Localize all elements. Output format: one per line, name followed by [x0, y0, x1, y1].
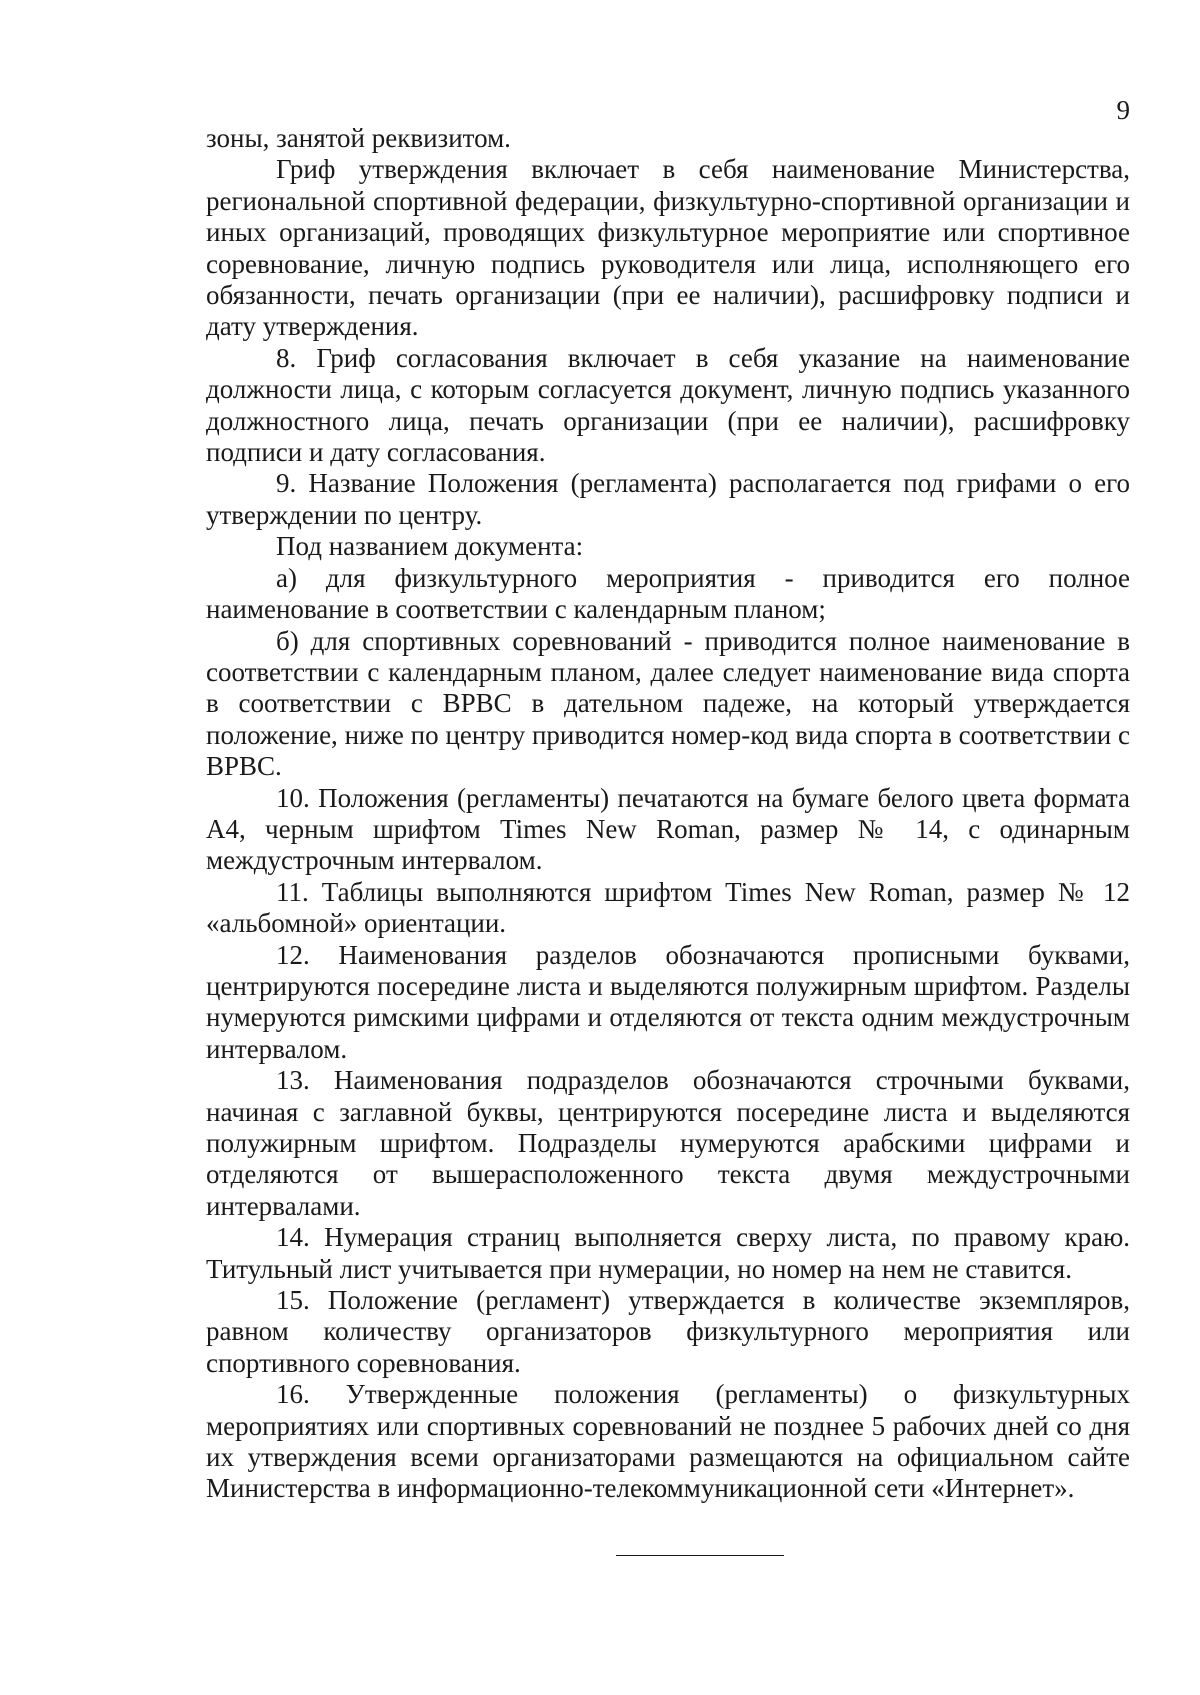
paragraph-item-11: 11. Таблицы выполняются шрифтом Times New Roman, размер № 12 «альбомной» ориентации. — [206, 876, 1130, 939]
document-body — [206, 123, 1130, 1505]
paragraph-item-10: 10. Положения (регламенты) печатаются на бумаге белого цвета формата А4, черным шрифтом Times New Roman, размер № 14, с одинарным междустрочным интервалом. — [206, 782, 1130, 876]
paragraph-item-16: 16. Утвержденные положения (регламенты) о физкультурных мероприятиях или спортивных соревнований не позднее 5 рабочих дней со дня их утверждения всеми организаторами размещаются на официальном сайте Министерства в информационно-телекоммуникационной сети «Интернет». — [206, 1379, 1130, 1504]
paragraph-approval-stamp: Гриф утверждения включает в себя наименование Министерства, региональной спортивной федерации, физкультурно-спортивной организации и иных организаций, проводящих физкультурное мероприятие или спортивное соревнование, личную подпись руководителя или лица, исполняющего его обязанности, печать организации (при ее наличии), расшифровку подписи и дату утверждения. — [206, 154, 1130, 342]
paragraph-subitem-b: б) для спортивных соревнований - приводится полное наименование в соответствии с календарным планом, далее следует наименование вида спорта в соответствии с ВРВС в дательном падеже, на который утверждается положение, ниже по центру приводится номер-код вида спорта в соответствии с ВРВС. — [206, 625, 1130, 782]
paragraph-continuation: зоны, занятой реквизитом. — [206, 123, 511, 153]
paragraph-under-title: Под названием документа: — [276, 531, 584, 562]
page-number: 9 — [1116, 95, 1130, 125]
paragraph-item-9: 9. Название Положения (регламента) располагается под грифами о его утверждении по центру. — [206, 468, 1130, 530]
paragraph-item-12: 12. Наименования разделов обозначаются прописными буквами, центрируются посередине листа и выделяются полужирным шрифтом. Разделы нумеруются римскими цифрами и отделяются от текста одним междустрочным интервалом. — [206, 939, 1130, 1064]
paragraph-item-14: 14. Нумерация страниц выполняется сверху листа, по правому краю. Титульный лист учитывается при нумерации, но номер на нем не ставится. — [206, 1222, 1130, 1284]
paragraph-item-8: 8. Гриф согласования включает в себя указание на наименование должности лица, с которым согласуется документ, личную подпись указанного должностного лица, печать организации (при ее наличии), расшифровку подписи и дату согласования. — [206, 342, 1130, 468]
paragraph-subitem-a: а) для физкультурного мероприятия - приводится его полное наименование в соответствии с календарным планом; — [206, 562, 1130, 625]
paragraph-item-15: 15. Положение (регламент) утверждается в количестве экземпляров, равном количеству организаторов физкультурного мероприятия или спортивного соревнования. — [206, 1285, 1130, 1378]
paragraph-item-13: 13. Наименования подразделов обозначаются строчными буквами, начиная с заглавной буквы, центрируются посередине листа и выделяются полужирным шрифтом. Подразделы нумеруются арабскими цифрами и отделяются от вышерасположенного текста двумя междустрочными интервалами. — [206, 1065, 1130, 1221]
end-of-document-rule — [616, 1555, 784, 1556]
